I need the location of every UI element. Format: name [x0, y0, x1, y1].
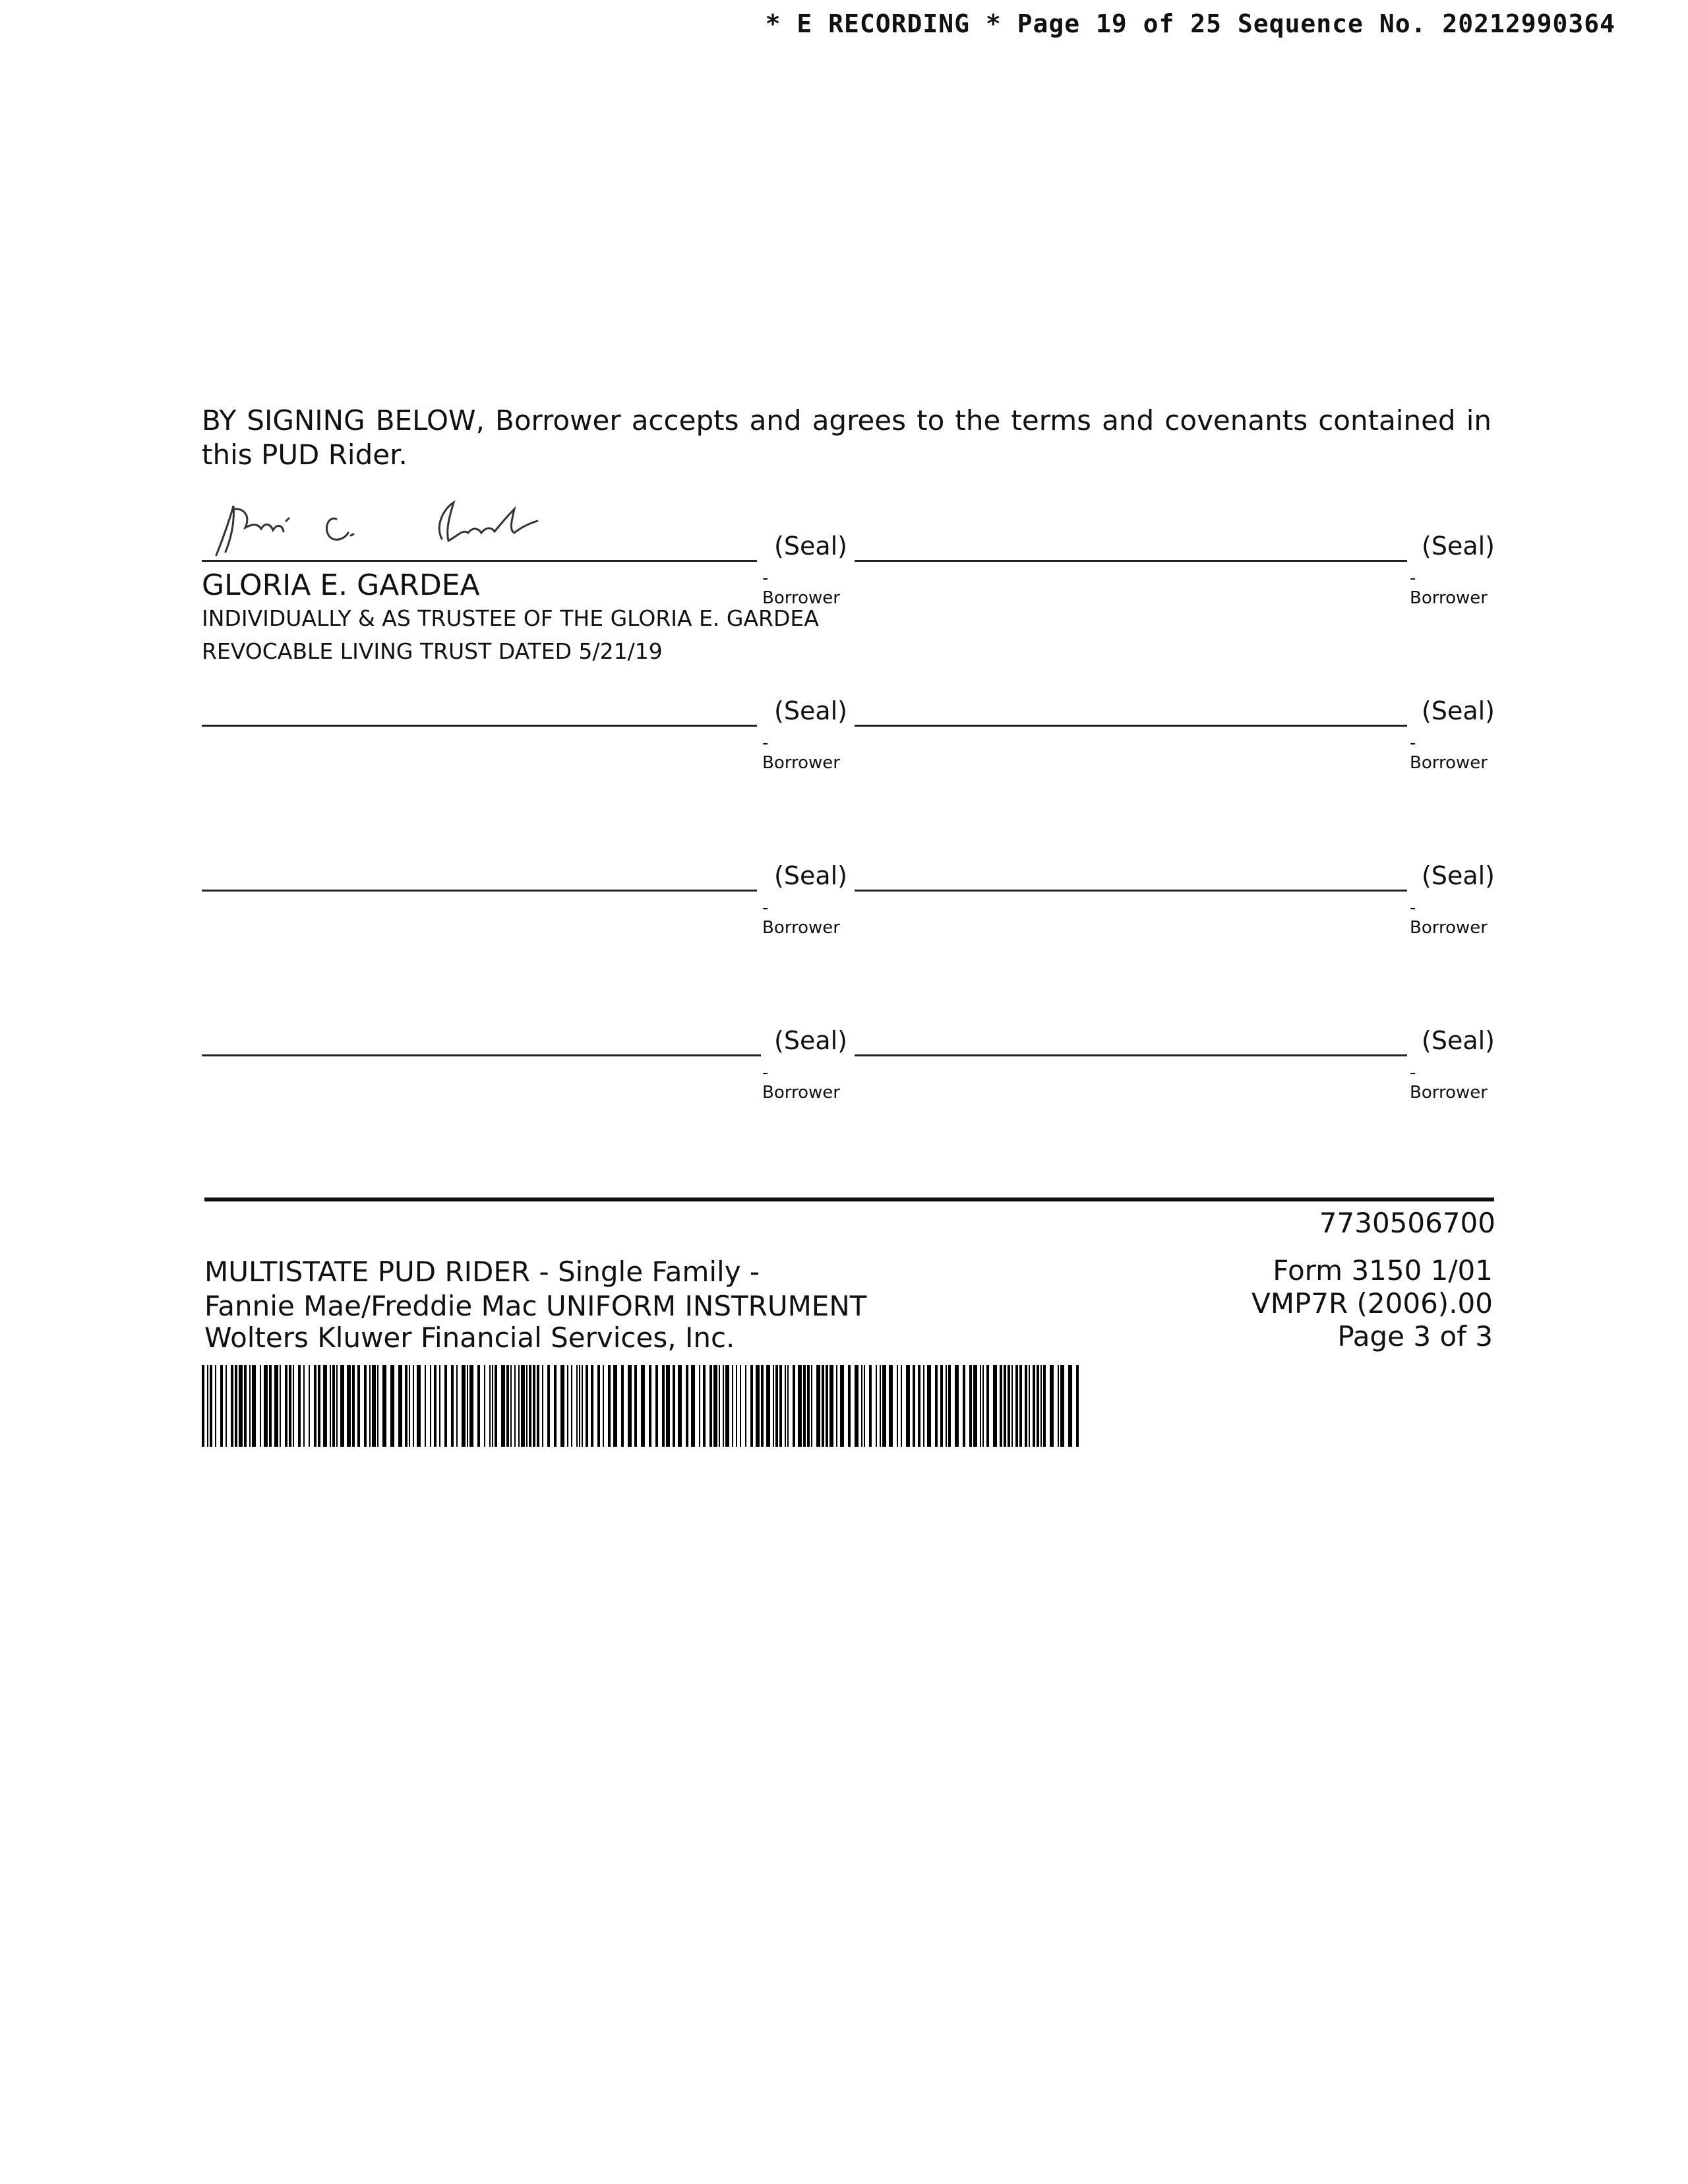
signature-block-left-3	[202, 860, 847, 938]
barcode-bar	[591, 1365, 593, 1447]
barcode-bar	[993, 1365, 997, 1447]
barcode-bar	[425, 1365, 426, 1447]
barcode-bar	[927, 1365, 931, 1447]
barcode-bar	[973, 1365, 977, 1447]
barcode-bar	[244, 1365, 247, 1447]
barcode-bar	[901, 1365, 902, 1447]
barcode-bar	[869, 1365, 872, 1447]
barcode-bar	[980, 1365, 981, 1447]
barcode-bar	[1033, 1365, 1035, 1447]
barcode-bar	[713, 1365, 717, 1447]
signature-block-right-3	[855, 860, 1495, 938]
barcode-bar	[756, 1365, 760, 1447]
barcode-bar	[779, 1365, 782, 1447]
signature-block-left-2	[202, 695, 847, 773]
barcode-bar	[477, 1365, 480, 1447]
form-code: VMP7R (2006).00	[1251, 1287, 1493, 1320]
seal-label: (Seal)	[774, 861, 847, 890]
barcode-bar	[775, 1365, 778, 1447]
barcode-bar	[285, 1365, 287, 1447]
seal-label: (Seal)	[1422, 696, 1495, 725]
seal-label: (Seal)	[774, 696, 847, 725]
barcode-bar	[725, 1365, 729, 1447]
barcode-bar	[861, 1365, 862, 1447]
barcode-bar	[274, 1365, 278, 1447]
loan-number: 7730506700	[1319, 1207, 1495, 1239]
form-title-line1: MULTISTATE PUD RIDER - Single Family -	[204, 1256, 760, 1288]
barcode-bar	[542, 1365, 543, 1447]
barcode-bar	[1076, 1365, 1079, 1447]
barcode-bar	[621, 1365, 624, 1447]
barcode-bar	[382, 1365, 386, 1447]
barcode-bar	[444, 1365, 447, 1447]
barcode-bar	[880, 1365, 881, 1447]
signature-line	[855, 725, 1407, 727]
barcode-bar	[409, 1365, 410, 1447]
barcode-bar	[736, 1365, 737, 1447]
barcode-bar	[554, 1365, 557, 1447]
barcode-bar	[597, 1365, 600, 1447]
borrower-label: -Borrower	[1410, 1063, 1488, 1103]
barcode-bar	[1029, 1365, 1030, 1447]
barcode-bar	[567, 1365, 568, 1447]
barcode-bar	[1004, 1365, 1006, 1447]
barcode-bar	[848, 1365, 851, 1447]
barcode-bar	[347, 1365, 351, 1447]
barcode-bar	[1019, 1365, 1022, 1447]
barcode-bar	[889, 1365, 893, 1447]
barcode-bar	[897, 1365, 898, 1447]
barcode-bar	[634, 1365, 637, 1447]
signature-line	[202, 890, 757, 892]
barcode-bar	[876, 1365, 877, 1447]
barcode-bar	[761, 1365, 764, 1447]
barcode-bar	[332, 1365, 335, 1447]
barcode-bar	[357, 1365, 360, 1447]
barcode-bar	[364, 1365, 367, 1447]
barcode-bar	[586, 1365, 588, 1447]
barcode-bar	[655, 1365, 658, 1447]
barcode-bar	[1037, 1365, 1039, 1447]
barcode-bar	[492, 1365, 493, 1447]
signature-line	[855, 890, 1407, 892]
barcode-bar	[489, 1365, 491, 1447]
barcode-bar	[955, 1365, 959, 1447]
barcode-bar	[723, 1365, 724, 1447]
barcode-bar	[678, 1365, 682, 1447]
barcode-bar	[298, 1365, 301, 1447]
barcode-bar	[582, 1365, 583, 1447]
barcode-bar	[434, 1365, 437, 1447]
barcode-bar	[1043, 1365, 1046, 1447]
barcode-bar	[352, 1365, 355, 1447]
barcode-bar	[239, 1365, 243, 1447]
signer-capacity-line1: INDIVIDUALLY & AS TRUSTEE OF THE GLORIA E. GARDEA	[202, 605, 819, 631]
barcode-bar	[691, 1365, 695, 1447]
barcode-bar	[923, 1365, 924, 1447]
seal-label: (Seal)	[774, 1026, 847, 1055]
barcode-bar	[709, 1365, 712, 1447]
barcode-bar	[390, 1365, 394, 1447]
barcode-bar	[521, 1365, 525, 1447]
barcode-bar	[732, 1365, 733, 1447]
seal-label: (Seal)	[1422, 861, 1495, 890]
barcode-bar	[280, 1365, 281, 1447]
barcode-bar	[1058, 1365, 1059, 1447]
barcode-bar	[641, 1365, 645, 1447]
barcode-bar	[803, 1365, 806, 1447]
barcode-bar	[807, 1365, 810, 1447]
barcode-bar	[526, 1365, 528, 1447]
barcode-bar	[249, 1365, 251, 1447]
signature-block-right-2	[855, 695, 1495, 773]
barcode-bar	[469, 1365, 473, 1447]
barcode-bar	[398, 1365, 402, 1447]
barcode-bar	[514, 1365, 516, 1447]
barcode-bar	[822, 1365, 824, 1447]
barcode-bar	[918, 1365, 920, 1447]
form-number: Form 3150 1/01	[1273, 1254, 1493, 1287]
barcode-bar	[750, 1365, 753, 1447]
barcode-bar	[439, 1365, 440, 1447]
barcode-bar	[946, 1365, 947, 1447]
signature-line	[202, 560, 757, 562]
barcode-bar	[413, 1365, 414, 1447]
barcode-bar	[220, 1365, 223, 1447]
barcode-bar	[547, 1365, 550, 1447]
signature-line	[202, 1054, 761, 1056]
barcode-bar	[576, 1365, 578, 1447]
barcode-bar	[484, 1365, 485, 1447]
barcode-bar	[855, 1365, 859, 1447]
barcode-bar	[560, 1365, 564, 1447]
barcode-bar	[215, 1365, 216, 1447]
barcode-bar	[1000, 1365, 1002, 1447]
barcode-bar	[948, 1365, 951, 1447]
signature-line	[202, 725, 757, 727]
seal-label: (Seal)	[774, 531, 847, 561]
barcode-bar	[377, 1365, 378, 1447]
barcode-bar	[235, 1365, 237, 1447]
barcode-bar	[793, 1365, 795, 1447]
barcode-bar	[787, 1365, 789, 1447]
barcode-bar	[260, 1365, 261, 1447]
signature-block-right-1	[855, 530, 1495, 608]
barcode-bar	[456, 1365, 458, 1447]
barcode-bar	[369, 1365, 371, 1447]
barcode-bar	[1015, 1365, 1018, 1447]
barcode-bar	[826, 1365, 828, 1447]
borrower-label: -Borrower	[1410, 568, 1488, 608]
seal-label: (Seal)	[1422, 1026, 1495, 1055]
barcode-bar	[1060, 1365, 1064, 1447]
signature-line	[855, 560, 1407, 562]
signature-line	[855, 1054, 1407, 1056]
barcode-bar	[451, 1365, 454, 1447]
barcode-bar	[226, 1365, 227, 1447]
signature-block-left-4	[202, 1025, 847, 1103]
barcode-bar	[673, 1365, 675, 1447]
acceptance-statement: BY SIGNING BELOW, Borrower accepts and agrees to the terms and covenants contained in this PUD Rider.	[202, 404, 1492, 471]
barcode-bar	[836, 1365, 837, 1447]
barcode-bar	[882, 1365, 886, 1447]
barcode-bar	[303, 1365, 305, 1447]
barcode-bar	[829, 1365, 833, 1447]
barcode-bar	[940, 1365, 943, 1447]
signer-capacity-line2: REVOCABLE LIVING TRUST DATED 5/21/19	[202, 638, 663, 664]
borrower-label: -Borrower	[762, 1063, 840, 1103]
document-barcode	[202, 1365, 1079, 1447]
barcode-bar	[649, 1365, 651, 1447]
barcode-bar	[686, 1365, 688, 1447]
barcode-bar	[1011, 1365, 1013, 1447]
barcode-bar	[986, 1365, 989, 1447]
barcode-bar	[289, 1365, 291, 1447]
barcode-bar	[913, 1365, 915, 1447]
barcode-bar	[785, 1365, 786, 1447]
barcode-bar	[252, 1365, 256, 1447]
barcode-bar	[666, 1365, 670, 1447]
barcode-bar	[309, 1365, 310, 1447]
barcode-bar	[1008, 1365, 1010, 1447]
barcode-bar	[210, 1365, 212, 1447]
barcode-bar	[314, 1365, 316, 1447]
barcode-bar	[864, 1365, 865, 1447]
barcode-bar	[740, 1365, 741, 1447]
barcode-bar	[231, 1365, 233, 1447]
barcode-bar	[495, 1365, 497, 1447]
barcode-bar	[571, 1365, 572, 1447]
signer-name: GLORIA E. GARDEA	[202, 568, 480, 602]
barcode-bar	[430, 1365, 431, 1447]
barcode-bar	[462, 1365, 466, 1447]
barcode-bar	[1040, 1365, 1042, 1447]
barcode-bar	[467, 1365, 468, 1447]
borrower-label: -Borrower	[1410, 898, 1488, 938]
borrower-label: -Borrower	[762, 733, 840, 773]
borrower-label: -Borrower	[762, 568, 840, 608]
barcode-bar	[816, 1365, 820, 1447]
barcode-bar	[699, 1365, 700, 1447]
borrower-label: -Borrower	[762, 898, 840, 938]
barcode-bar	[207, 1365, 208, 1447]
barcode-bar	[506, 1365, 509, 1447]
barcode-bar	[417, 1365, 421, 1447]
barcode-bar	[269, 1365, 272, 1447]
barcode-bar	[906, 1365, 910, 1447]
form-title-line3: Wolters Kluwer Financial Services, Inc.	[204, 1321, 735, 1354]
barcode-bar	[318, 1365, 320, 1447]
recording-header: * E RECORDING * Page 19 of 25 Sequence No. 20212990364	[765, 9, 1615, 38]
barcode-bar	[1050, 1365, 1054, 1447]
barcode-bar	[608, 1365, 611, 1447]
seal-label: (Seal)	[1422, 531, 1495, 561]
barcode-bar	[340, 1365, 344, 1447]
barcode-bar	[613, 1365, 617, 1447]
borrower-label: -Borrower	[1410, 733, 1488, 773]
barcode-bar	[745, 1365, 746, 1447]
barcode-bar	[662, 1365, 665, 1447]
barcode-bar	[798, 1365, 802, 1447]
page-number: Page 3 of 3	[1337, 1320, 1493, 1352]
footer-divider	[204, 1198, 1494, 1201]
barcode-bar	[1068, 1365, 1072, 1447]
barcode-bar	[773, 1365, 774, 1447]
barcode-bar	[372, 1365, 376, 1447]
barcode-bar	[293, 1365, 294, 1447]
barcode-bar	[529, 1365, 531, 1447]
barcode-bar	[405, 1365, 407, 1447]
barcode-bar	[510, 1365, 512, 1447]
barcode-bar	[963, 1365, 965, 1447]
barcode-bar	[603, 1365, 604, 1447]
barcode-bar	[628, 1365, 632, 1447]
form-title-line2: Fannie Mae/Freddie Mac UNIFORM INSTRUMENT	[204, 1290, 867, 1322]
signature-block-right-4	[855, 1025, 1495, 1103]
barcode-bar	[501, 1365, 505, 1447]
barcode-bar	[1025, 1365, 1027, 1447]
barcode-bar	[579, 1365, 580, 1447]
barcode-bar	[533, 1365, 535, 1447]
barcode-bar	[969, 1365, 972, 1447]
barcode-bar	[719, 1365, 720, 1447]
barcode-bar	[323, 1365, 327, 1447]
barcode-bar	[537, 1365, 539, 1447]
barcode-bar	[840, 1365, 844, 1447]
barcode-bar	[766, 1365, 770, 1447]
barcode-bar	[703, 1365, 706, 1447]
barcode-bar	[336, 1365, 338, 1447]
barcode-bar	[518, 1365, 520, 1447]
barcode-bar	[982, 1365, 984, 1447]
barcode-bar	[264, 1365, 268, 1447]
barcode-bar	[935, 1365, 938, 1447]
barcode-bar	[202, 1365, 204, 1447]
barcode-bar	[330, 1365, 331, 1447]
barcode-bar	[811, 1365, 812, 1447]
